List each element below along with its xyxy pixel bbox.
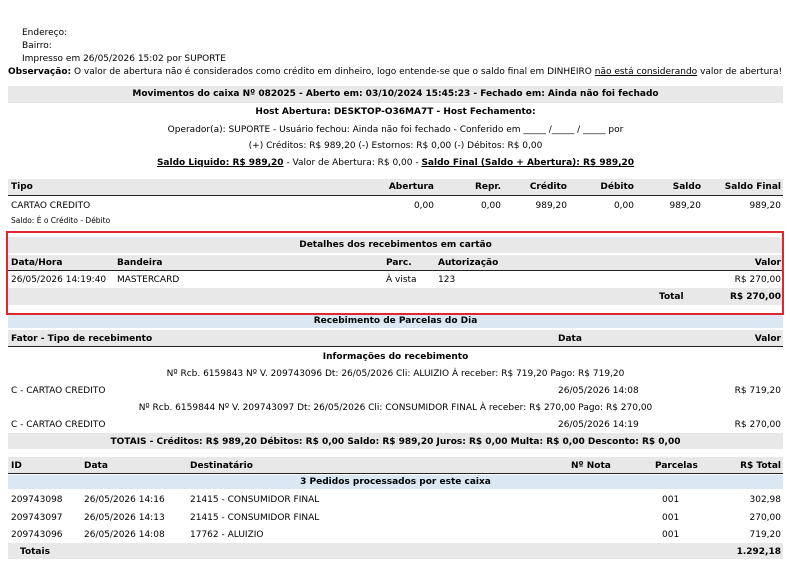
- cartao-title: Detalhes dos recebimentos em cartão: [299, 240, 492, 250]
- host-line: Host Abertura: DESKTOP-O36MA7T - Host Fechamento:: [255, 107, 536, 117]
- bairro-label: Bairro:: [22, 41, 52, 51]
- recebimento-data: 26/05/2026 14:08: [558, 386, 639, 396]
- cartao-row-bandeira: MASTERCARD: [117, 275, 180, 285]
- cartao-row-parc: À vista: [386, 275, 417, 285]
- tipo-header-repr: Repr.: [474, 182, 501, 192]
- recebimento-valor: R$ 270,00: [734, 420, 781, 430]
- recebimento-data: 26/05/2026 14:19: [558, 420, 639, 430]
- observacao-text: O valor de abertura não é considerados como crédito em dinheiro, logo entende-se que o saldo final em DINHEIRO: [71, 67, 595, 77]
- observacao-end: valor de abertura!: [697, 67, 783, 77]
- cartao-total-label: Total: [659, 292, 684, 302]
- cartao-row-valor: R$ 270,00: [734, 275, 781, 285]
- tipo-row-saldo: 989,20: [669, 201, 701, 211]
- pedido-data: 26/05/2026 14:16: [84, 495, 165, 505]
- cartao-header-parc: Parc.: [386, 258, 412, 268]
- pedido-id: 209743096: [11, 530, 63, 540]
- saldo-final: Saldo Final (Saldo + Abertura): R$ 989,20: [421, 158, 635, 168]
- recebimento-desc: Nº Rcb. 6159844 Nº V. 209743097 Dt: 26/05/2026 Cli: CONSUMIDOR FINAL À receber: R$ 270,00 Pago: R$ 270,00: [138, 403, 653, 413]
- pedidos-header-data: Data: [84, 461, 108, 471]
- observacao-label: Observação:: [8, 67, 72, 77]
- pedido-total: 719,20: [749, 530, 781, 540]
- pedido-data: 26/05/2026 14:13: [84, 513, 165, 523]
- endereco-label: Endereço:: [22, 28, 68, 38]
- recebimento-tipo: C - CARTAO CREDITO: [11, 386, 106, 396]
- divider: [8, 473, 783, 474]
- tipo-header-tipo: Tipo: [11, 182, 33, 192]
- parcelas-header-valor: Valor: [754, 334, 781, 344]
- observacao-underline: não está considerando: [594, 67, 698, 77]
- cartao-row-data: 26/05/2026 14:19:40: [11, 275, 107, 285]
- tipo-row-abertura: 0,00: [413, 201, 434, 211]
- pedidos-header-total: R$ Total: [740, 461, 781, 471]
- tipo-row-debito: 0,00: [613, 201, 634, 211]
- impresso-text: Impresso em 26/05/2026 15:02 por SUPORTE: [22, 54, 226, 64]
- pedidos-header-id: ID: [11, 461, 22, 471]
- pedidos-header-parcelas: Parcelas: [655, 461, 698, 471]
- cartao-total-value: R$ 270,00: [729, 292, 781, 302]
- cartao-header-valor: Valor: [754, 258, 781, 268]
- tipo-header-debito: Débito: [600, 182, 634, 192]
- pedidos-subtitle: 3 Pedidos processados por este caixa: [300, 477, 491, 487]
- pedido-parcelas: 001: [662, 530, 680, 540]
- recebimento-tipo: C - CARTAO CREDITO: [11, 420, 106, 430]
- highlight-box: [6, 231, 784, 315]
- pedido-total: 270,00: [749, 513, 781, 523]
- tipo-header-credito: Crédito: [529, 182, 567, 192]
- info-title: Informações do recebimento: [322, 352, 469, 362]
- divider: [8, 346, 783, 347]
- saldo-note: Saldo: É o Crédito - Débito: [11, 216, 111, 225]
- parcelas-totais: TOTAIS - Créditos: R$ 989,20 Débitos: R$ 0,00 Saldo: R$ 989,20 Juros: R$ 0,00 Multa: R$ 0,00 Desconto: R$ 0,00: [110, 437, 681, 447]
- pedidos-totais-bar: [8, 543, 783, 559]
- pedidos-totais-value: 1.292,18: [736, 547, 781, 557]
- pedidos-totais-label: Totais: [20, 547, 50, 557]
- pedidos-header-nota: Nº Nota: [571, 461, 611, 471]
- movimentos-title: Movimentos do caixa Nº 082025 - Aberto em: 03/10/2024 15:45:23 - Fechado em: Ainda não foi fechado: [132, 89, 659, 99]
- operador-line: Operador(a): SUPORTE - Usuário fechou: Ainda não foi fechado - Conferido em _____ /_____ / _____ por: [167, 125, 624, 135]
- tipo-row-credito: 989,20: [535, 201, 567, 211]
- valor-abertura: - Valor de Abertura: R$ 0,00 -: [283, 158, 422, 168]
- pedido-total: 302,98: [749, 495, 781, 505]
- creditos-line: (+) Créditos: R$ 989,20 (-) Estornos: R$ 0,00 (-) Débitos: R$ 0,00: [248, 141, 543, 151]
- parcelas-header-fator: Fator - Tipo de recebimento: [11, 334, 153, 344]
- observacao-line: [8, 67, 782, 77]
- cartao-header-bandeira: Bandeira: [117, 258, 163, 268]
- recebimento-valor: R$ 719,20: [734, 386, 781, 396]
- divider: [8, 195, 783, 196]
- pedido-id: 209743098: [11, 495, 63, 505]
- tipo-header-saldo: Saldo: [672, 182, 701, 192]
- cartao-row-autorizacao: 123: [438, 275, 456, 285]
- pedidos-header-destinatario: Destinatário: [190, 461, 253, 471]
- tipo-row-repr: 0,00: [480, 201, 501, 211]
- tipo-header-saldo-final: Saldo Final: [724, 182, 781, 192]
- pedido-parcelas: 001: [662, 513, 680, 523]
- cartao-header-data: Data/Hora: [11, 258, 63, 268]
- pedido-destinatario: 21415 - CONSUMIDOR FINAL: [190, 513, 320, 523]
- parcelas-title: Recebimento de Parcelas do Dia: [313, 316, 478, 326]
- tipo-row-tipo: CARTAO CREDITO: [11, 201, 91, 211]
- parcelas-header-data: Data: [558, 334, 582, 344]
- pedido-data: 26/05/2026 14:08: [84, 530, 165, 540]
- saldo-liquido: Saldo Liquido: R$ 989,20: [156, 158, 284, 168]
- saldo-line: [8, 158, 783, 168]
- recebimento-desc: Nº Rcb. 6159843 Nº V. 209743096 Dt: 26/05/2026 Cli: ALUIZIO À receber: R$ 719,20 Pago: R$ 719,20: [166, 369, 625, 379]
- pedido-parcelas: 001: [662, 495, 680, 505]
- pedido-destinatario: 21415 - CONSUMIDOR FINAL: [190, 495, 320, 505]
- pedido-id: 209743097: [11, 513, 63, 523]
- cartao-header-autorizacao: Autorização: [438, 258, 499, 268]
- tipo-row-saldo-final: 989,20: [749, 201, 781, 211]
- tipo-header-abertura: Abertura: [388, 182, 434, 192]
- pedido-destinatario: 17762 - ALUIZIO: [190, 530, 264, 540]
